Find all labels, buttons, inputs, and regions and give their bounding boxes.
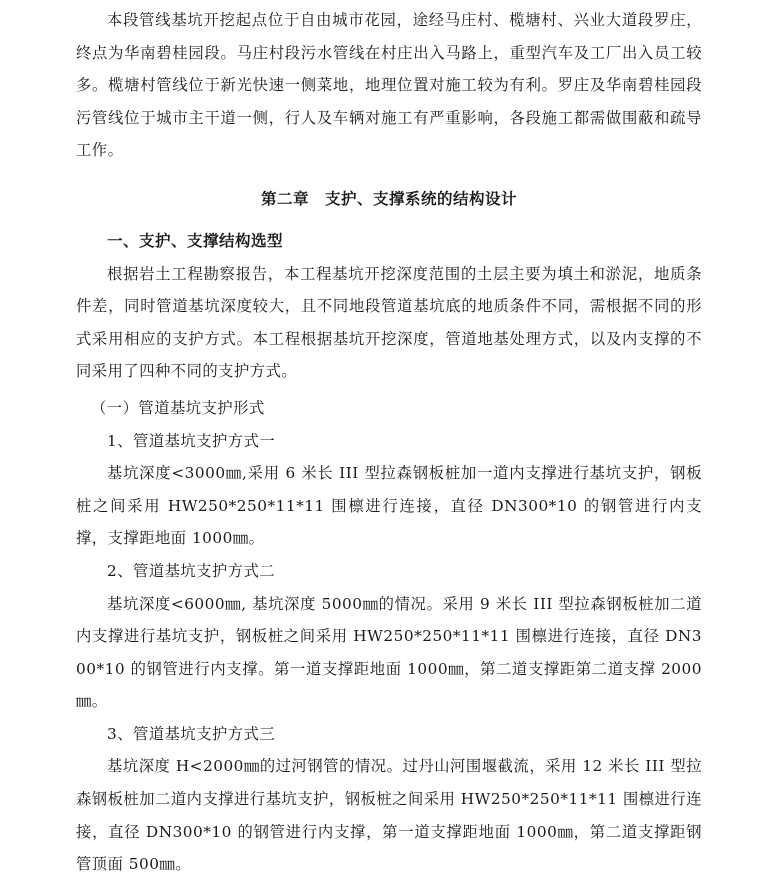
method-3-title: 3、管道基坑支护方式三 xyxy=(107,724,276,743)
subsection-heading: （一）管道基坑支护形式 xyxy=(91,398,265,417)
document-page xyxy=(76,0,702,881)
chapter-heading xyxy=(76,183,702,215)
section-heading: 一、支护、支撑结构选型 xyxy=(107,230,284,250)
chapter-number: 第二章 xyxy=(260,188,309,208)
method-2-text: 基坑深度<6000㎜, 基坑深度 5000㎜的情况。采用 9 米长 III 型拉森钢板桩加二道内支撑进行基坑支护，钢板桩之间采用 HW250*250*11*11 围檩进行连接，直径 DN300*10 的钢管进行内支撑。第一道支撑距地面 1000㎜，第二道支撑距第二道支撑 2000㎜。 xyxy=(76,594,702,711)
intro-paragraph: 本段管线基坑开挖起点位于自由城市花园，途经马庄村、榄塘村、兴业大道段罗庄，终点为华南碧桂园段。马庄村段污水管线在村庄出入马路上，重型汽车及工厂出入员工较多。榄塘村管线位于新光快速一侧菜地，地理位置对施工较为有利。罗庄及华南碧桂园段污管线位于城市主干道一侧，行人及车辆对施工有严重影响，各段施工都需做围蔽和疏导工作。 xyxy=(76,11,702,160)
method-1-title: 1、管道基坑支护方式一 xyxy=(107,431,276,450)
method-1-text: 基坑深度<3000㎜,采用 6 米长 III 型拉森钢板桩加一道内支撑进行基坑支护，钢板桩之间采用 HW250*250*11*11 围檩进行连接，直径 DN300*10 的钢管进行内支撑，支撑距地面 1000㎜。 xyxy=(76,464,702,548)
section-paragraph: 根据岩土工程勘察报告，本工程基坑开挖深度范围的土层主要为填土和淤泥，地质条件差，同时管道基坑深度较大，且不同地段管道基坑底的地质条件不同，需根据不同的形式采用相应的支护方式。本工程根据基坑开挖深度，管道地基处理方式，以及内支撑的不同采用了四种不同的支护方式。 xyxy=(76,264,702,381)
method-3-text: 基坑深度 H<2000㎜的过河钢管的情况。过丹山河围堰截流，采用 12 米长 III 型拉森钢板桩加二道内支撑进行基坑支护，钢板桩之间采用 HW250*250*11*11 围檩进行连接，直径 DN300*10 的钢管进行内支撑，第一道支撑距地面 1000㎜，第二道支撑距钢管顶面 500㎜。 xyxy=(76,757,702,874)
chapter-title: 支护、支撑系统的结构设计 xyxy=(325,188,518,208)
method-2-title: 2、管道基坑支护方式二 xyxy=(107,561,276,580)
